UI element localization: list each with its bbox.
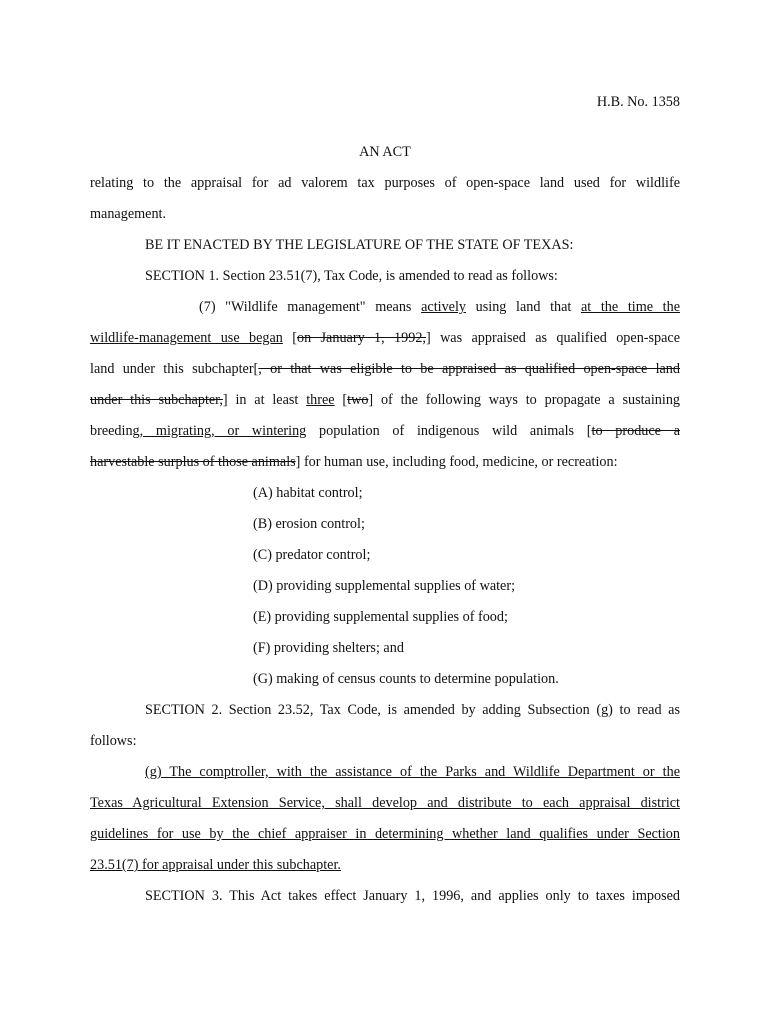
section-1-line-3: [90, 359, 680, 379]
caption-line-1: relating to the appraisal for ad valorem tax purposes of open-space land used for wildlife: [90, 175, 680, 191]
section-1-heading: SECTION 1. Section 23.51(7), Tax Code, is amended to read as follows:: [145, 268, 558, 284]
list-item-a: (A) habitat control;: [253, 485, 363, 501]
list-item-g: (G) making of census counts to determine population.: [253, 671, 559, 687]
list-item-b: (B) erosion control;: [253, 516, 365, 532]
caption-line-2: management.: [90, 206, 167, 222]
list-item-d: (D) providing supplemental supplies of water;: [253, 578, 516, 594]
text-run: land under this subchapter[: [90, 361, 259, 377]
deleted-text: to produce a: [591, 423, 681, 439]
section-1-line-4: [90, 390, 680, 410]
subsection-g-line-2: Texas Agricultural Extension Service, shall develop and distribute to each appraisal district: [90, 795, 680, 811]
text-run: ] in at least: [222, 392, 307, 408]
subsection-g-line-4: [90, 855, 680, 875]
inserted-text: wildlife-management use began: [90, 330, 283, 346]
inserted-text: 23.51(7) for appraisal under this subchapter.: [90, 857, 341, 873]
text-run: using land that: [466, 299, 581, 315]
act-heading: AN ACT: [359, 144, 411, 160]
text-run: breeding: [90, 423, 140, 439]
text-run: ] for human use, including food, medicine, or recreation:: [295, 454, 618, 470]
deleted-text: , or that was eligible to be appraised as qualified open-space land: [258, 361, 680, 377]
section-1-line-5: [90, 421, 680, 441]
text-run: population of indigenous wild animals [: [306, 423, 592, 439]
section-2-heading-line-2: follows:: [90, 733, 137, 749]
list-item-c: (C) predator control;: [253, 547, 371, 563]
section-2-heading-line-1: SECTION 2. Section 23.52, Tax Code, is amended by adding Subsection (g) to read as: [145, 702, 680, 718]
inserted-text: at the time the: [580, 299, 681, 315]
inserted-text: three: [306, 392, 335, 408]
deleted-text: on January 1, 1992,: [296, 330, 426, 346]
text-run: ] of the following ways to propagate a sustaining: [368, 392, 681, 408]
deleted-text: two: [347, 392, 369, 408]
text-run: ] was appraised as qualified open-space: [425, 330, 681, 346]
list-item-e: (E) providing supplemental supplies of food;: [253, 609, 508, 625]
section-1-line-6: [90, 452, 680, 472]
deleted-text: under this subchapter,: [90, 392, 223, 408]
section-1-line-2: [90, 328, 680, 348]
subsection-g-line-3: guidelines for use by the chief appraiser in determining whether land qualifies under Section: [90, 826, 680, 842]
section-1-line-1: [90, 297, 680, 317]
bill-number: H.B. No. 1358: [596, 94, 680, 110]
subsection-g-line-1: (g) The comptroller, with the assistance of the Parks and Wildlife Department or the: [145, 764, 680, 780]
list-item-f: (F) providing shelters; and: [253, 640, 404, 656]
enacting-clause: BE IT ENACTED BY THE LEGISLATURE OF THE STATE OF TEXAS:: [145, 237, 574, 253]
inserted-text: actively: [421, 299, 466, 315]
text-run: (7) "Wildlife management" means: [199, 299, 422, 315]
inserted-text: , migrating, or wintering: [139, 423, 307, 439]
deleted-text: harvestable surplus of those animals: [90, 454, 296, 470]
text-run: [: [334, 392, 348, 408]
section-3-line-1: SECTION 3. This Act takes effect January 1, 1996, and applies only to taxes imposed: [145, 888, 680, 904]
text-run: [: [282, 330, 297, 346]
